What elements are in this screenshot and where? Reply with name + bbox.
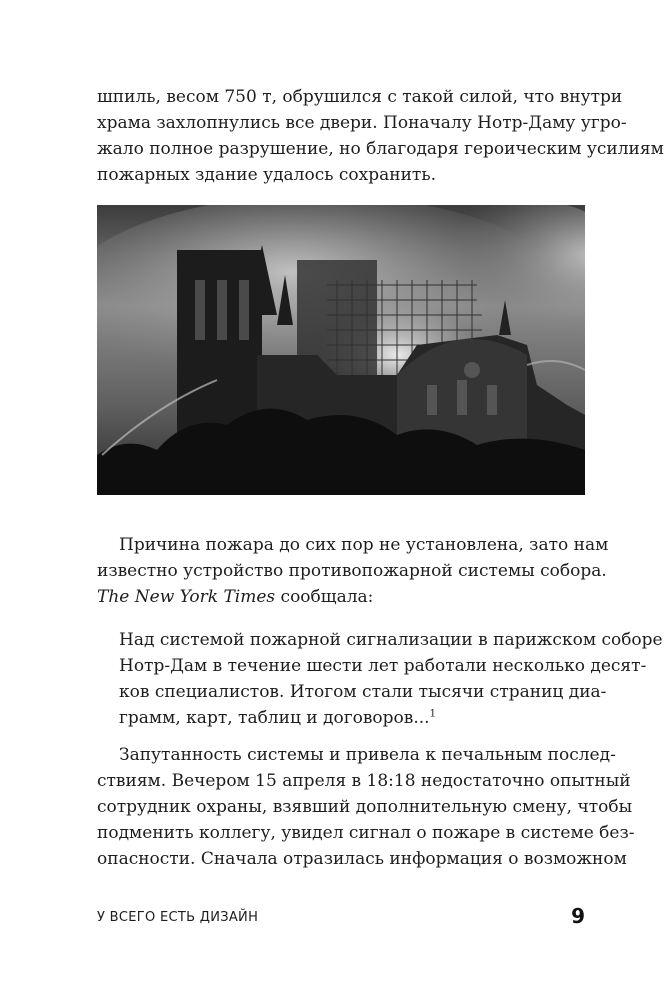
paragraph-bottom xyxy=(97,742,635,872)
text-line: жало полное разрушение, но благодаря героическим усилиям xyxy=(97,139,664,159)
text-line: ствиям. Вечером 15 апреля в 18:18 недостаточно опытный xyxy=(97,771,631,791)
quote-line: Над системой пожарной сигнализации в парижском соборе xyxy=(119,630,663,650)
quote-line-last xyxy=(119,705,585,731)
cathedral-photo xyxy=(97,205,585,495)
source-tail: сообщала: xyxy=(275,587,374,607)
text-line: Причина пожара до сих пор не установлена, зато нам xyxy=(119,535,609,555)
quote-line: ков специалистов. Итогом стали тысячи страниц диа- xyxy=(119,682,607,702)
quote-last-text: грамм, карт, таблиц и договоров... xyxy=(119,708,430,728)
footnote-marker[interactable]: 1 xyxy=(429,708,436,720)
text-line: известно устройство противопожарной системы собора. xyxy=(97,561,607,581)
text-line: опасности. Сначала отразилась информация о возможном xyxy=(97,849,627,869)
running-footer-title: У ВСЕГО ЕСТЬ ДИЗАЙН xyxy=(97,910,259,925)
text-line: пожарных здание удалось сохранить. xyxy=(97,165,436,185)
text-line: храма захлопнулись все двери. Поначалу Нотр-Даму угро- xyxy=(97,113,627,133)
paragraph-top xyxy=(97,84,664,188)
text-line: сотрудник охраны, взявший дополнительную смену, чтобы xyxy=(97,797,633,817)
text-line-source xyxy=(97,584,585,610)
page-number: 9 xyxy=(571,904,585,928)
text-line: Запутанность системы и привела к печальным послед- xyxy=(119,745,616,765)
paragraph-cause xyxy=(97,532,609,610)
text-line: подменить коллегу, увидел сигнал о пожаре в системе без- xyxy=(97,823,635,843)
text-line: шпиль, весом 750 т, обрушился с такой силой, что внутри xyxy=(97,87,623,107)
block-quote xyxy=(119,627,663,731)
source-name: The New York Times xyxy=(97,587,276,607)
quote-line: Нотр-Дам в течение шести лет работали несколько десят- xyxy=(119,656,647,676)
